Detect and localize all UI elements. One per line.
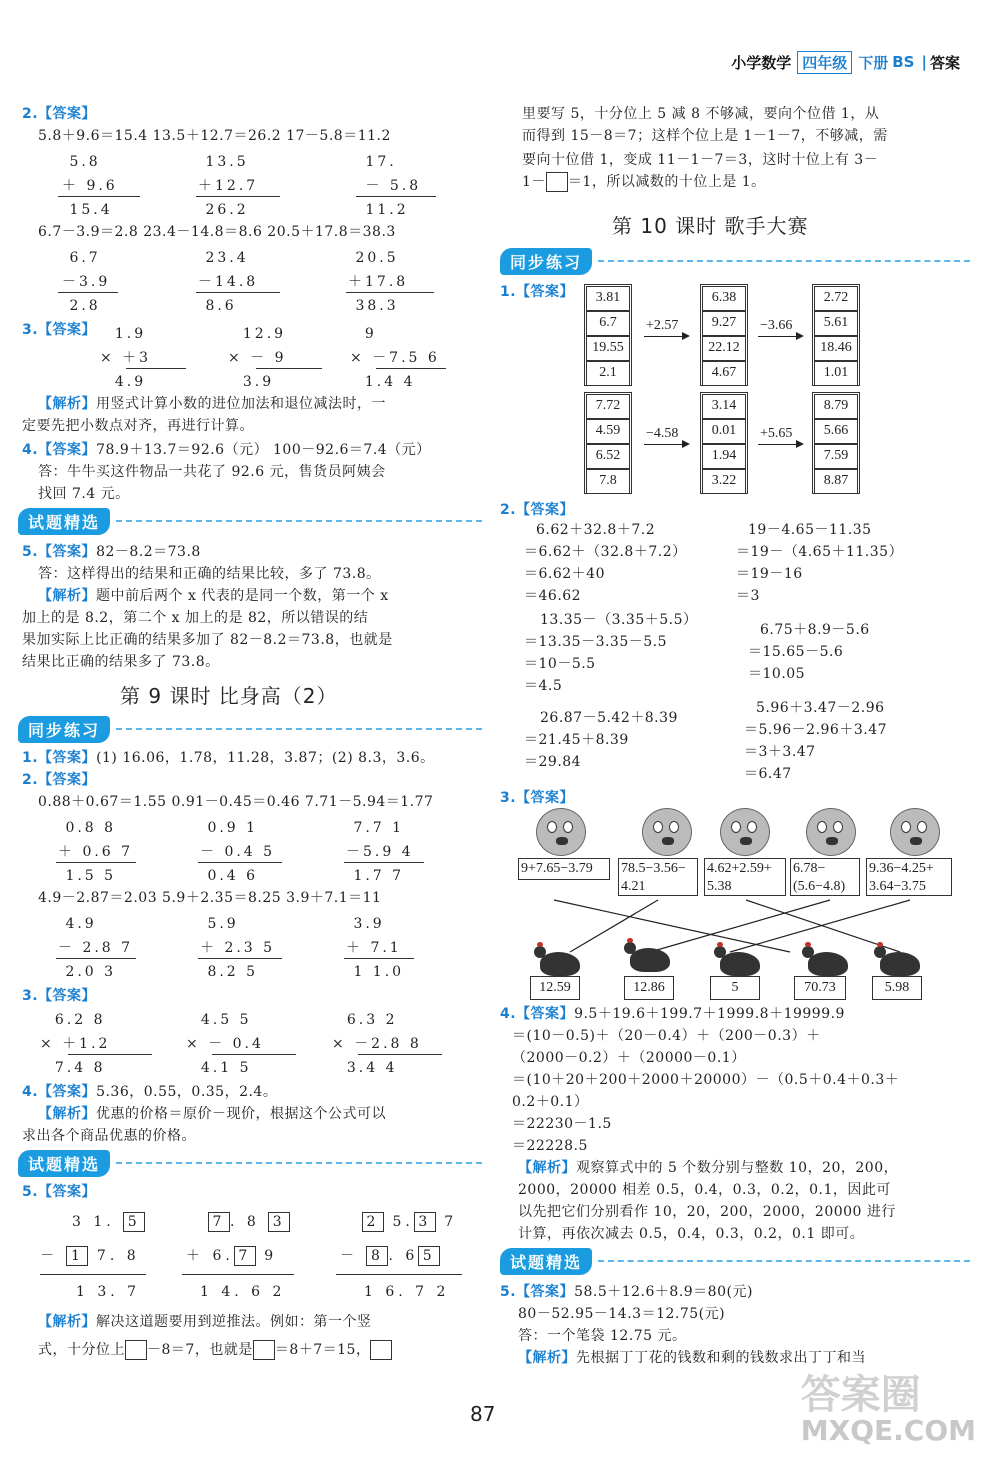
rule bbox=[198, 862, 282, 863]
r2-a-3: ＝46.62 bbox=[524, 588, 582, 604]
l9q3-vertical-1: 6.2 8 × ＋1.2 7.4 8 bbox=[40, 1012, 111, 1076]
operation-label: +5.65 bbox=[760, 426, 793, 441]
header-separator: | bbox=[921, 53, 927, 71]
r4-analysis-3: 计算，再依次减去 0.5，0.4，0.3，0.2，0.1 即可。 bbox=[518, 1226, 865, 1242]
rule bbox=[68, 1054, 152, 1055]
banner-label: 试题精选 bbox=[500, 1248, 592, 1275]
hen-icon bbox=[808, 952, 848, 976]
answer-number-box: 5.98 bbox=[872, 976, 922, 1000]
rule bbox=[182, 1274, 294, 1275]
l9q2-row2: 4.9－2.87＝2.03 5.9＋2.35＝8.25 3.9＋7.1＝11 bbox=[38, 890, 382, 906]
answer-number-box: 12.59 bbox=[530, 976, 580, 1000]
l9q2-vertical-6: 3.9 ＋ 7.1 1 1.0 bbox=[346, 916, 405, 980]
r2-f-0: 5.96＋3.47－2.96 bbox=[756, 700, 885, 716]
r2-d-0: 6.75＋8.9－5.6 bbox=[760, 622, 870, 638]
puzzle2-row1: 7 . 8 3 bbox=[208, 1212, 290, 1234]
r2-d-1: ＝15.65－5.6 bbox=[748, 644, 844, 660]
l9q3-tag: 3.【答案】 bbox=[22, 988, 97, 1004]
section-banner-practice bbox=[500, 248, 970, 274]
cell: 3.81 bbox=[586, 286, 630, 311]
r4-analysis-2: 以先把它们分别看作 10，20，200，2000，20000 进行 bbox=[518, 1204, 896, 1220]
hen-icon bbox=[630, 948, 670, 972]
cell: 0.01 bbox=[702, 419, 746, 444]
rule bbox=[344, 958, 414, 959]
page-number: 87 bbox=[470, 1402, 496, 1426]
rule bbox=[198, 958, 282, 959]
q5-reply: 答：这样得出的结果和正确的结果比较，多了 73.8。 bbox=[38, 566, 381, 582]
cell: 22.12 bbox=[702, 336, 746, 361]
grade-badge: 四年级 bbox=[797, 51, 852, 74]
r4-analysis-0: 观察算式中的 5 个数分别与整数 10，20，200， bbox=[576, 1160, 899, 1176]
q2-vertical-6: 20.5 ＋17.8 38.3 bbox=[348, 250, 409, 314]
answer-number-box: 12.86 bbox=[624, 976, 674, 1000]
continued-2: 而得到 15－8＝7；这样个位上是 1－1－7，不够减，需 bbox=[522, 128, 888, 144]
r2-e-2: ＝29.84 bbox=[524, 754, 582, 770]
subject: 小学数学 bbox=[731, 53, 792, 72]
puzzle3-row1: 2 5. 3 7 bbox=[362, 1212, 457, 1234]
cell: 9.27 bbox=[702, 311, 746, 336]
q3-analysis-2: 定要先把小数点对齐，再进行计算。 bbox=[22, 418, 254, 434]
r5-tag: 5.【答案】 bbox=[500, 1284, 575, 1300]
q4-answer: 78.9＋13.7＝92.6（元） 100－92.6＝7.4（元） bbox=[96, 442, 431, 458]
r2-tag: 2.【答案】 bbox=[500, 502, 575, 518]
rule bbox=[40, 1274, 146, 1275]
cell: 4.67 bbox=[702, 361, 746, 386]
rule bbox=[256, 368, 322, 369]
hen-icon bbox=[880, 952, 920, 976]
cell: 6.52 bbox=[586, 444, 630, 469]
q4-reply-1: 答：牛牛买这件物品一共花了 92.6 元，售货员阿姨会 bbox=[38, 464, 386, 480]
l9q5-analysis-2: 式，十分位上 －8＝7，也就是 ＝8＋7＝15， bbox=[38, 1340, 392, 1362]
rule bbox=[126, 368, 186, 369]
q2-vertical-2: 13.5 ＋12.7 26.2 bbox=[198, 154, 259, 218]
q4-tag: 4.【答案】 bbox=[22, 442, 97, 458]
operation-label: −4.58 bbox=[646, 426, 679, 441]
r4-line-3: ＝(10＋20＋200＋2000＋20000）－（0.5＋0.4＋0.3＋ bbox=[512, 1072, 900, 1088]
continued-1: 里要写 5，十分位上 5 减 8 不够减，要向个位借 1，从 bbox=[522, 106, 880, 122]
expression-box: 9.36−4.25+ 3.64−3.75 bbox=[866, 858, 952, 896]
l9q4-analysis-2: 求出各个商品优惠的价格。 bbox=[22, 1128, 196, 1144]
r4-line-1: ＝(10－0.5)＋（20－0.4）＋（200－0.3）＋ bbox=[512, 1028, 821, 1044]
r2-e-1: ＝21.45＋8.39 bbox=[524, 732, 629, 748]
l9q1-answer: (1) 16.06，1.78，11.28，3.87；(2) 8.3，3.6。 bbox=[96, 750, 435, 766]
banner-dots bbox=[116, 728, 482, 730]
q5-analysis-4: 结果比正确的结果多了 73.8。 bbox=[22, 654, 220, 670]
r2-f-2: ＝3＋3.47 bbox=[744, 744, 816, 760]
cell: 19.55 bbox=[586, 336, 630, 361]
jiexi-tag: 【解析】 bbox=[518, 1350, 576, 1366]
lesson-9-title: 第 9 课时 比身高（2） bbox=[120, 684, 338, 708]
r4-line-0: 9.5＋19.6＋199.7＋1999.8＋19999.9 bbox=[574, 1006, 845, 1022]
q2-vertical-1: 5.8 ＋ 9.6 15.4 bbox=[62, 154, 118, 218]
arrow bbox=[644, 444, 688, 445]
puzzle1-row2: － 1 7. 8 bbox=[40, 1248, 140, 1264]
edition: BS bbox=[892, 53, 915, 71]
l9q2-vertical-2: 0.9 1 － 0.4 5 0.4 6 bbox=[200, 820, 276, 884]
l9q3-vertical-3: 6.3 2 × －2.8 8 3.4 4 bbox=[332, 1012, 422, 1076]
r2-a-1: ＝6.62＋（32.8＋7.2） bbox=[524, 544, 687, 560]
cell: 3.22 bbox=[702, 469, 746, 494]
rule bbox=[58, 292, 118, 293]
q3-vertical-3: 9 × －7.5 6 1.4 4 bbox=[350, 326, 440, 390]
banner-label: 试题精选 bbox=[18, 508, 110, 535]
r5-answer-2: 80－52.95－14.3＝12.75(元) bbox=[518, 1306, 726, 1322]
rule bbox=[376, 368, 446, 369]
q5-answer: 82－8.2＝73.8 bbox=[96, 544, 201, 560]
jiexi-tag: 【解析】 bbox=[518, 1160, 576, 1176]
l9q5-tag: 5.【答案】 bbox=[22, 1184, 97, 1200]
cell: 2.1 bbox=[586, 361, 630, 386]
cell: 1.94 bbox=[702, 444, 746, 469]
q2-vertical-3: 17. － 5.8 11.2 bbox=[365, 154, 422, 218]
jiexi-tag: 【解析】 bbox=[38, 1314, 96, 1330]
section-banner-practice bbox=[18, 716, 482, 742]
rule bbox=[336, 1274, 462, 1275]
r4-line-5: ＝22230－1.5 bbox=[512, 1116, 612, 1132]
r4-analysis-1: 2000，20000 相差 0.5，0.4，0.3，0.2，0.1，因此可 bbox=[518, 1182, 891, 1198]
cell: 1.01 bbox=[814, 361, 858, 386]
l9q4-tag: 4.【答案】 bbox=[22, 1084, 97, 1100]
chick-icon bbox=[720, 808, 770, 856]
volume: 下册 bbox=[858, 53, 889, 72]
q2-row1: 5.8＋9.6＝15.4 13.5＋12.7＝26.2 17－5.8＝11.2 bbox=[38, 128, 391, 144]
puzzle3-row3: 1 6. 7 2 bbox=[364, 1284, 450, 1300]
l9q1-tag: 1.【答案】 bbox=[22, 750, 97, 766]
banner-dots bbox=[598, 1260, 970, 1262]
section-banner-selected bbox=[18, 1150, 482, 1176]
hen-icon bbox=[540, 952, 580, 976]
banner-label: 同步练习 bbox=[18, 716, 110, 743]
q5-analysis-1: 题中前后两个 x 代表的是同一个数，第一个 x bbox=[96, 588, 389, 604]
q5-analysis-3: 果加实际上比正确的结果多加了 82－8.2＝73.8，也就是 bbox=[22, 632, 393, 648]
banner-dots bbox=[598, 260, 970, 262]
q2-vertical-4: 6.7 －3.9 2.8 bbox=[62, 250, 111, 314]
chick-icon bbox=[536, 808, 586, 856]
r4-line-6: ＝22228.5 bbox=[512, 1138, 588, 1154]
l9q4-analysis-1: 优惠的价格＝原价－现价，根据这个公式可以 bbox=[96, 1106, 386, 1122]
lesson-10-title: 第 10 课时 歌手大赛 bbox=[612, 214, 809, 238]
cell: 4.59 bbox=[586, 419, 630, 444]
puzzle2-row3: 1 4. 6 2 bbox=[200, 1284, 286, 1300]
r4-line-2: （2000－0.2）＋（20000－0.1） bbox=[512, 1050, 746, 1066]
section-banner-selected bbox=[18, 508, 482, 534]
puzzle3-row2: － 8 . 6 5 bbox=[340, 1246, 440, 1268]
q3-vertical-2: 12.9 × － 9 3.9 bbox=[228, 326, 287, 390]
banner-dots bbox=[116, 520, 482, 522]
r2-b-1: ＝19－（4.65＋11.35） bbox=[736, 544, 904, 560]
rule bbox=[358, 1054, 442, 1055]
banner-dots bbox=[116, 1162, 482, 1164]
r2-a-2: ＝6.62＋40 bbox=[524, 566, 605, 582]
l9q5-analysis-1: 解决这道题要用到逆推法。例如：第一个竖 bbox=[96, 1314, 372, 1330]
arrow bbox=[644, 336, 688, 337]
cell: 2.72 bbox=[814, 286, 858, 311]
l9q2-vertical-5: 5.9 ＋ 2.3 5 8.2 5 bbox=[200, 916, 276, 980]
r1-tag: 1.【答案】 bbox=[500, 284, 575, 300]
rule bbox=[56, 862, 136, 863]
jiexi-tag: 【解析】 bbox=[38, 588, 96, 604]
rule bbox=[196, 292, 280, 293]
hen-icon bbox=[720, 952, 760, 976]
r5-reply: 答：一个笔袋 12.75 元。 bbox=[518, 1328, 687, 1344]
q2-row2: 6.7－3.9＝2.8 23.4－14.8＝8.6 20.5＋17.8＝38.3 bbox=[38, 224, 396, 240]
puzzle1-row3: 1 3. 7 bbox=[76, 1284, 141, 1300]
r2-b-0: 19－4.65－11.35 bbox=[748, 522, 872, 538]
rule bbox=[356, 196, 436, 197]
rule bbox=[56, 958, 136, 959]
arrow bbox=[758, 444, 802, 445]
q3-vertical-1: 1.9 × ＋3 4.9 bbox=[100, 326, 152, 390]
matching-lines bbox=[510, 896, 960, 956]
r5-answer-1: 58.5＋12.6＋8.9＝80(元) bbox=[574, 1284, 753, 1300]
r2-c-1: ＝13.35－3.35－5.5 bbox=[524, 634, 668, 650]
puzzle2-row2: ＋ 6. 7 9 bbox=[186, 1248, 278, 1264]
chick-icon bbox=[642, 808, 692, 856]
expression-box: 6.78− (5.6−4.8) bbox=[790, 858, 860, 896]
rule bbox=[58, 196, 140, 197]
cell: 18.46 bbox=[814, 336, 858, 361]
l9q2-vertical-4: 4.9 － 2.8 7 2.0 3 bbox=[58, 916, 134, 980]
answer-number-box: 70.73 bbox=[794, 976, 846, 1000]
expression-box: 4.62+2.59+ 5.38 bbox=[704, 858, 786, 896]
cell: 8.87 bbox=[814, 469, 858, 494]
r2-d-2: ＝10.05 bbox=[748, 666, 806, 682]
operation-label: +2.57 bbox=[646, 318, 679, 333]
l9q2-vertical-3: 7.7 1 －5.9 4 1.7 7 bbox=[346, 820, 414, 884]
expression-box: 9+7.65−3.79 bbox=[518, 858, 610, 880]
watermark-logo: 答案圈 MXQE.COM bbox=[800, 1372, 976, 1447]
q5-tag: 5.【答案】 bbox=[22, 544, 97, 560]
r4-line-4: 0.2＋0.1） bbox=[512, 1094, 589, 1110]
r3-tag: 3.【答案】 bbox=[500, 790, 575, 806]
banner-label: 试题精选 bbox=[18, 1150, 110, 1177]
cell: 5.66 bbox=[814, 419, 858, 444]
page-header bbox=[731, 48, 960, 76]
continued-3: 要向十位借 1，变成 11－1－7＝3，这时十位上有 3－ bbox=[522, 152, 879, 168]
l9q3-vertical-2: 4.5 5 × － 0.4 4.1 5 bbox=[186, 1012, 264, 1076]
r2-f-1: ＝5.96－2.96＋3.47 bbox=[744, 722, 888, 738]
r2-b-3: ＝3 bbox=[736, 588, 760, 604]
rule bbox=[212, 1054, 296, 1055]
l9q4-answer: 5.36，0.55，0.35，2.4。 bbox=[96, 1084, 278, 1100]
cell: 8.79 bbox=[814, 394, 858, 419]
r5-analysis: 先根据丁丁花的钱数和剩的钱数求出丁丁和当 bbox=[576, 1350, 866, 1366]
q2-tag: 2.【答案】 bbox=[22, 106, 97, 122]
q5-analysis-2: 加上的是 8.2，第二个 x 加上的是 82，所以错误的结 bbox=[22, 610, 369, 626]
r2-a-0: 6.62＋32.8＋7.2 bbox=[536, 522, 656, 538]
r2-c-3: ＝4.5 bbox=[524, 678, 563, 694]
cell: 6.7 bbox=[586, 311, 630, 336]
chick-icon bbox=[806, 808, 856, 856]
q3-tag: 3.【答案】 bbox=[22, 322, 97, 338]
continued-4: 1－ ＝1，所以减数的十位上是 1。 bbox=[522, 174, 766, 190]
arrow bbox=[758, 336, 802, 337]
cell: 3.14 bbox=[702, 394, 746, 419]
r4-tag: 4.【答案】 bbox=[500, 1006, 575, 1022]
answer-label: 答案 bbox=[929, 53, 960, 72]
cell: 7.72 bbox=[586, 394, 630, 419]
l9q2-row1: 0.88＋0.67＝1.55 0.91－0.45＝0.46 7.71－5.94＝1.77 bbox=[38, 794, 434, 810]
cell: 5.61 bbox=[814, 311, 858, 336]
expression-box: 78.5−3.56− 4.21 bbox=[618, 858, 698, 896]
r2-c-0: 13.35－（3.35＋5.5） bbox=[540, 612, 698, 628]
rule bbox=[196, 196, 280, 197]
section-banner-selected bbox=[500, 1248, 970, 1274]
jiexi-tag: 【解析】 bbox=[38, 396, 96, 412]
l9q2-tag: 2.【答案】 bbox=[22, 772, 97, 788]
watermark-glyph-icon: 答案圈 bbox=[800, 1372, 921, 1418]
puzzle1-row1: 3 1. 5 bbox=[72, 1212, 145, 1234]
q4-reply-2: 找回 7.4 元。 bbox=[38, 486, 130, 502]
cell: 7.8 bbox=[586, 469, 630, 494]
q3-analysis-1: 用竖式计算小数的进位加法和退位减法时，一 bbox=[96, 396, 386, 412]
r2-b-2: ＝19－16 bbox=[736, 566, 803, 582]
cell: 7.59 bbox=[814, 444, 858, 469]
banner-label: 同步练习 bbox=[500, 248, 592, 275]
l9q2-vertical-1: 0.8 8 ＋ 0.6 7 1.5 5 bbox=[58, 820, 134, 884]
operation-label: −3.66 bbox=[760, 318, 793, 333]
rule bbox=[344, 862, 424, 863]
r2-e-0: 26.87－5.42＋8.39 bbox=[540, 710, 678, 726]
r2-f-3: ＝6.47 bbox=[744, 766, 792, 782]
answer-number-box: 5 bbox=[710, 976, 760, 1000]
jiexi-tag: 【解析】 bbox=[38, 1106, 96, 1122]
q2-vertical-5: 23.4 －14.8 8.6 bbox=[198, 250, 259, 314]
cell: 6.38 bbox=[702, 286, 746, 311]
rule bbox=[346, 292, 434, 293]
chick-icon bbox=[890, 808, 940, 856]
r2-c-2: ＝10－5.5 bbox=[524, 656, 596, 672]
